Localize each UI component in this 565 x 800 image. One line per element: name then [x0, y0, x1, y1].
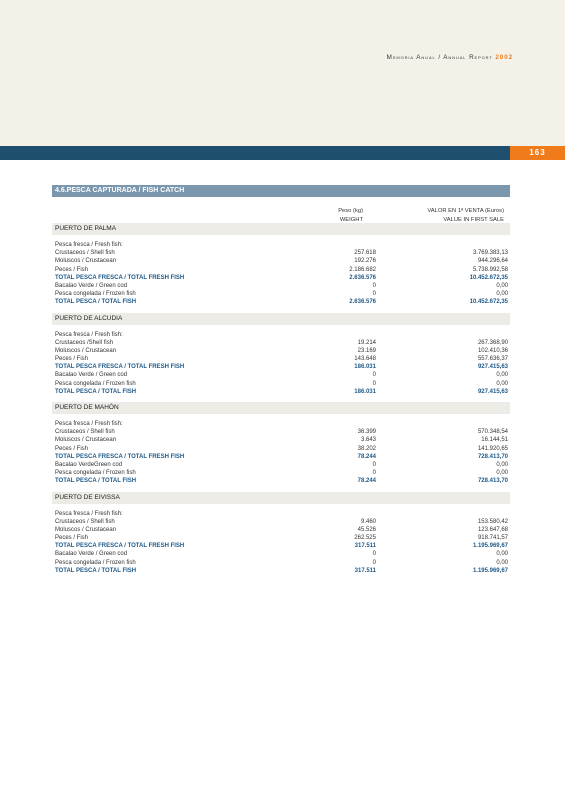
port-rows: [52, 235, 510, 313]
row-value: 0,00: [496, 380, 508, 387]
row-weight: 317.511: [354, 543, 376, 550]
row-weight: 0: [372, 291, 376, 298]
row-weight: 0: [372, 559, 376, 566]
report-header: [387, 54, 513, 61]
table-row: [52, 347, 510, 355]
row-value: 570.348,54: [477, 429, 508, 436]
value-header-en: VALUE IN FIRST SALE: [443, 217, 504, 223]
total-row: [52, 453, 510, 461]
table-row: [52, 371, 510, 379]
table-row: [52, 526, 510, 534]
row-weight: 3.643: [360, 437, 376, 444]
row-label: Pesca fresca / Fresh fish:: [55, 510, 123, 517]
total-row: [52, 274, 510, 282]
port-section: [52, 223, 510, 313]
table-row: [52, 445, 510, 453]
row-weight: 2.186.682: [349, 266, 376, 273]
row-value: 944.296,64: [477, 258, 508, 265]
row-weight: 192.276: [354, 258, 376, 265]
weight-header-es: Peso (kg): [338, 208, 363, 214]
row-weight: 2.636.576: [349, 299, 376, 306]
row-weight: 262.525: [354, 535, 376, 542]
row-value: 557.636,37: [477, 356, 508, 363]
row-label: Peces / Fish: [55, 535, 89, 542]
total-row: [52, 363, 510, 371]
row-label: Crustaceos /Shell fish: [55, 339, 114, 346]
port-title: PUERTO DE MAHÓN: [52, 402, 510, 414]
row-value: 0,00: [496, 461, 508, 468]
row-weight: 78.244: [357, 478, 376, 485]
value-header-es: VALOR EN 1ª VENTA (Euros): [427, 208, 504, 214]
row-value: 728.413,70: [477, 478, 508, 485]
table-row: [52, 257, 510, 265]
row-label: Pesca fresca / Fresh fish:: [55, 421, 123, 427]
row-label: TOTAL PESCA / TOTAL FISH: [55, 478, 137, 485]
row-label: Peces / Fish: [55, 445, 89, 452]
row-label: TOTAL PESCA / TOTAL FISH: [55, 388, 137, 395]
row-value: 0,00: [496, 551, 508, 558]
port-section: [52, 313, 510, 403]
row-label: Moluscos / Crustacean: [55, 258, 117, 265]
row-value: 10.452.672,35: [469, 274, 508, 281]
row-label: TOTAL PESCA FRESCA / TOTAL FRESH FISH: [55, 364, 185, 371]
table-row: [52, 428, 510, 436]
row-label: Bacalao Verde / Green cod: [55, 372, 128, 379]
row-label: TOTAL PESCA FRESCA / TOTAL FRESH FISH: [55, 274, 185, 281]
row-label: Pesca congelada / Frozen fish: [55, 470, 136, 477]
port-title: PUERTO DE EIVISSA: [52, 492, 510, 504]
table-row: [52, 355, 510, 363]
ports-list: [52, 223, 510, 581]
row-value: 123.647,68: [477, 526, 508, 533]
table-row: [52, 534, 510, 542]
row-value: 3.769.383,13: [472, 250, 508, 257]
table-row: [52, 339, 510, 347]
row-weight: 45.526: [357, 526, 376, 533]
row-value: 267.368,90: [477, 339, 508, 346]
total-row: [52, 542, 510, 550]
row-label: Pesca congelada / Frozen fish: [55, 380, 136, 387]
port-rows: [52, 504, 510, 582]
row-value: 927.415,63: [477, 388, 508, 395]
row-label: Bacalao Verde / Green cod: [55, 282, 128, 289]
row-value: 10.452.672,35: [469, 299, 508, 306]
table-row: [52, 380, 510, 388]
row-weight: 0: [372, 380, 376, 387]
row-label: Moluscos / Crustacean: [55, 437, 117, 444]
table-title: 4.6.PESCA CAPTURADA / FISH CATCH: [52, 185, 510, 197]
value-column-header: [427, 207, 504, 225]
row-weight: 0: [372, 470, 376, 477]
row-value: 141.920,65: [477, 445, 508, 452]
header-background: [0, 0, 565, 146]
row-weight: 317.511: [354, 567, 376, 574]
report-year: 2002: [495, 54, 513, 61]
row-weight: 9.460: [360, 518, 376, 525]
row-weight: 186.031: [354, 388, 376, 395]
row-weight: 19.214: [357, 339, 376, 346]
column-headers: [52, 197, 510, 223]
row-weight: 2.636.576: [349, 274, 376, 281]
row-weight: 186.031: [354, 364, 376, 371]
row-label: Moluscos / Crustacean: [55, 347, 117, 354]
row-weight: 257.618: [354, 250, 376, 257]
total-row: [52, 567, 510, 575]
table-row: [52, 290, 510, 298]
row-value: 728.413,70: [477, 453, 508, 460]
table-row: [52, 559, 510, 567]
port-section: [52, 492, 510, 582]
row-label: Pesca congelada / Frozen fish: [55, 291, 136, 298]
fish-catch-table: [52, 185, 510, 581]
row-label: Crustaceos / Shell fish: [55, 250, 115, 257]
port-title: PUERTO DE ALCUDIA: [52, 313, 510, 325]
row-label: TOTAL PESCA FRESCA / TOTAL FRESH FISH: [55, 453, 185, 460]
row-label: Pesca congelada / Frozen fish: [55, 559, 136, 566]
row-value: 1.195.969,67: [472, 543, 508, 550]
weight-header-en: WEIGHT: [339, 217, 363, 223]
table-row: [52, 331, 510, 339]
table-row: [52, 550, 510, 558]
table-row: [52, 518, 510, 526]
weight-column-header: [338, 207, 363, 225]
page-number: 163: [510, 146, 565, 160]
row-label: Bacalao Verde / Green cod: [55, 551, 128, 558]
row-label: Crustaceos / Shell fish: [55, 429, 115, 436]
row-weight: 0: [372, 551, 376, 558]
table-row: [52, 436, 510, 444]
report-title: Memoria Anual / Annual Report: [386, 54, 493, 61]
total-row: [52, 298, 510, 306]
row-weight: 23.169: [357, 347, 376, 354]
row-label: Pesca fresca / Fresh fish:: [55, 331, 123, 338]
row-value: 0,00: [496, 291, 508, 298]
row-label: Bacalao VerdeGreen cod: [55, 461, 123, 468]
row-value: 102.410,36: [477, 347, 508, 354]
table-row: [52, 282, 510, 290]
table-row: [52, 249, 510, 257]
header-band: [0, 146, 510, 160]
row-label: TOTAL PESCA / TOTAL FISH: [55, 567, 137, 574]
row-label: TOTAL PESCA FRESCA / TOTAL FRESH FISH: [55, 543, 185, 550]
row-weight: 38.202: [357, 445, 376, 452]
table-row: [52, 469, 510, 477]
row-value: 0,00: [496, 559, 508, 566]
row-value: 0,00: [496, 470, 508, 477]
table-row: [52, 420, 510, 428]
row-weight: 143.648: [354, 356, 376, 363]
row-label: TOTAL PESCA / TOTAL FISH: [55, 299, 137, 306]
row-weight: 36.399: [357, 429, 376, 436]
table-row: [52, 266, 510, 274]
row-value: 918.741,57: [477, 535, 508, 542]
row-weight: 0: [372, 372, 376, 379]
port-rows: [52, 414, 510, 492]
row-value: 5.738.992,58: [472, 266, 508, 273]
table-row: [52, 241, 510, 249]
row-label: Moluscos / Crustacean: [55, 526, 117, 533]
row-weight: 0: [372, 282, 376, 289]
port-title: PUERTO DE PALMA: [52, 223, 510, 235]
row-label: Peces / Fish: [55, 266, 89, 273]
row-label: Crustaceos / Shell fish: [55, 518, 115, 525]
total-row: [52, 477, 510, 485]
port-section: [52, 402, 510, 492]
row-value: 1.195.969,67: [472, 567, 508, 574]
port-rows: [52, 325, 510, 403]
row-value: 153.580,42: [477, 518, 508, 525]
row-value: 927.415,63: [477, 364, 508, 371]
row-weight: 0: [372, 461, 376, 468]
row-value: 16.144,51: [481, 437, 508, 444]
table-row: [52, 510, 510, 518]
row-value: 0,00: [496, 282, 508, 289]
row-weight: 78.244: [357, 453, 376, 460]
row-label: Pesca fresca / Fresh fish:: [55, 242, 123, 248]
row-value: 0,00: [496, 372, 508, 379]
total-row: [52, 388, 510, 396]
row-label: Peces / Fish: [55, 356, 89, 363]
table-row: [52, 461, 510, 469]
